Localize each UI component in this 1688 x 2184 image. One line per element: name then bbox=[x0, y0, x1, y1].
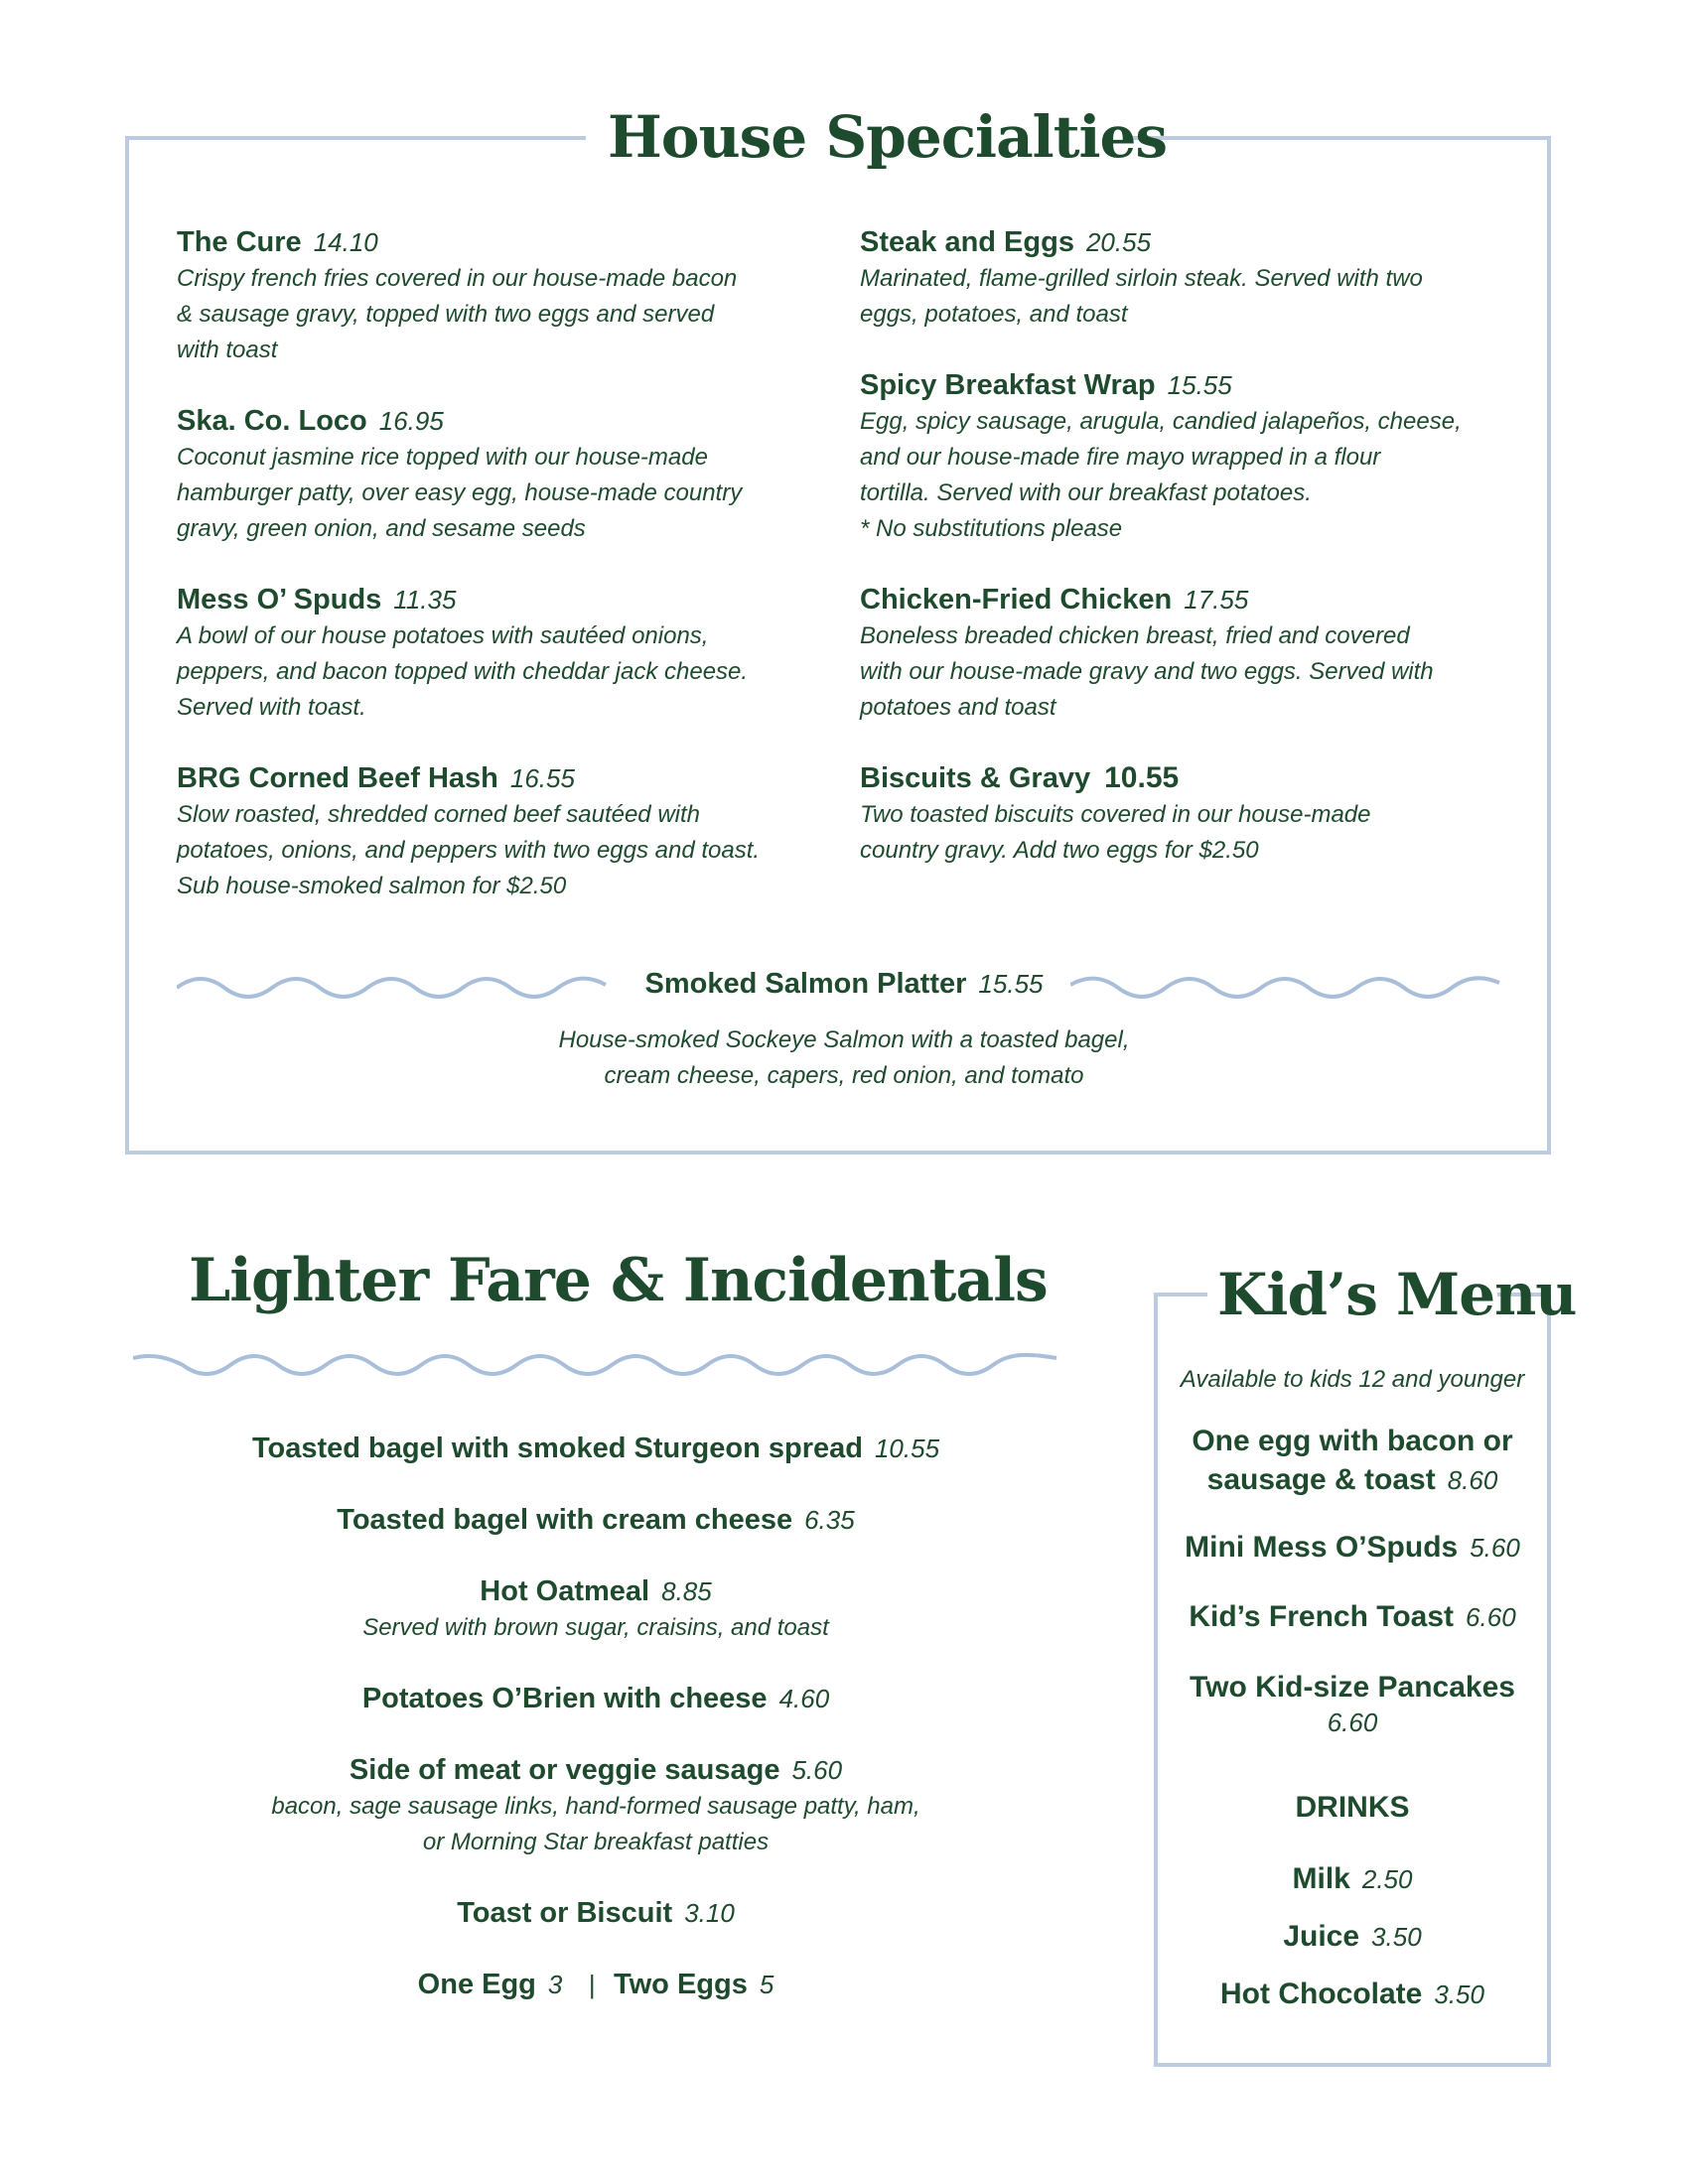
item-name-line2: sausage & toast bbox=[1206, 1463, 1436, 1496]
menu-item bbox=[860, 581, 1505, 759]
item-description bbox=[129, 1789, 1062, 1860]
item-price: 3.50 bbox=[1434, 1979, 1484, 2009]
item-name: Juice bbox=[1283, 1920, 1360, 1953]
menu-item bbox=[1158, 1598, 1547, 1668]
desc-line: or Morning Star breakfast patties bbox=[422, 1829, 770, 1855]
menu-item bbox=[860, 759, 1505, 869]
desc-line: and our house-made fire mayo wrapped in a flour bbox=[860, 444, 1381, 471]
item-price: 10.55 bbox=[1104, 761, 1180, 794]
desc-line: country gravy. Add two eggs for $2.50 bbox=[860, 837, 1259, 864]
item-name: Toast or Biscuit bbox=[457, 1897, 673, 1929]
kids-menu-list bbox=[1158, 1362, 1547, 2013]
item-price: 20.55 bbox=[1085, 227, 1152, 257]
item-price: 6.60 bbox=[1327, 1707, 1378, 1737]
desc-line: Served with toast. bbox=[177, 694, 366, 721]
item-price: 6.35 bbox=[804, 1505, 855, 1535]
desc-line: bacon, sage sausage links, hand-formed sausage patty, ham, bbox=[271, 1793, 920, 1820]
item-name: Mess O’ Spuds bbox=[177, 584, 382, 615]
eggs-item bbox=[129, 1966, 1062, 2003]
item-price: 10.55 bbox=[874, 1433, 940, 1463]
menu-item bbox=[177, 581, 822, 759]
item-price: 6.60 bbox=[1466, 1602, 1516, 1632]
one-egg-price: 3 bbox=[547, 1970, 563, 1999]
menu-item bbox=[129, 1572, 1062, 1680]
item-description bbox=[860, 618, 1505, 726]
item-price: 2.50 bbox=[1361, 1864, 1413, 1894]
item-name: One egg with bacon or bbox=[1192, 1425, 1513, 1457]
item-price: 11.35 bbox=[393, 585, 457, 614]
item-description bbox=[177, 261, 822, 368]
desc-line: & sausage gravy, topped with two eggs and served bbox=[177, 301, 715, 328]
item-price: 16.95 bbox=[378, 406, 444, 436]
menu-item bbox=[860, 223, 1505, 366]
platter-wave-right bbox=[1070, 973, 1507, 1003]
desc-line: with our house-made gravy and two eggs. Served with bbox=[860, 658, 1434, 685]
item-price: 3.10 bbox=[684, 1898, 735, 1928]
item-name: Side of meat or veggie sausage bbox=[349, 1754, 780, 1786]
item-description bbox=[860, 261, 1505, 333]
item-name: Toasted bagel with cream cheese bbox=[337, 1504, 793, 1536]
item-description bbox=[860, 404, 1505, 547]
item-name: Mini Mess O’Spuds bbox=[1185, 1531, 1459, 1564]
item-price: 5.60 bbox=[1470, 1533, 1520, 1563]
menu-item bbox=[129, 1501, 1062, 1572]
desc-line: Slow roasted, shredded corned beef sautéed with bbox=[177, 801, 701, 828]
item-name: Potatoes O’Brien with cheese bbox=[361, 1683, 768, 1714]
desc-line: Marinated, flame-grilled sirloin steak. Served with two bbox=[860, 265, 1423, 292]
item-price: 8.85 bbox=[661, 1576, 712, 1606]
item-price: 4.60 bbox=[778, 1684, 830, 1713]
house-specialties-title: House Specialties bbox=[586, 97, 1126, 177]
drink-item bbox=[1158, 1860, 1547, 1918]
item-name: The Cure bbox=[177, 226, 302, 258]
drinks-heading: DRINKS bbox=[1295, 1791, 1410, 1824]
desc-line: A bowl of our house potatoes with sautéed onions, bbox=[177, 622, 709, 649]
house-left-column bbox=[177, 223, 822, 904]
desc-line: Boneless breaded chicken breast, fried and covered bbox=[860, 622, 1410, 649]
desc-line: tortilla. Served with our breakfast potatoes. bbox=[860, 479, 1312, 506]
item-name: Biscuits & Gravy bbox=[860, 762, 1091, 794]
item-name: Hot Oatmeal bbox=[480, 1575, 650, 1607]
item-price: 8.60 bbox=[1447, 1465, 1498, 1495]
menu-item bbox=[1158, 1422, 1547, 1529]
item-description bbox=[177, 797, 822, 904]
desc-line: with toast bbox=[177, 337, 278, 363]
item-name: Spicy Breakfast Wrap bbox=[860, 369, 1156, 401]
desc-line: potatoes and toast bbox=[860, 694, 1056, 721]
item-price: 5.60 bbox=[791, 1755, 843, 1785]
smoked-salmon-platter bbox=[556, 965, 1132, 1003]
item-description bbox=[860, 797, 1505, 869]
desc-line: Two toasted biscuits covered in our house-made bbox=[860, 801, 1371, 828]
item-name: Chicken-Fried Chicken bbox=[860, 584, 1173, 615]
two-eggs-price: 5 bbox=[759, 1970, 774, 1999]
item-name: BRG Corned Beef Hash bbox=[177, 762, 498, 794]
desc-line: * No substitutions please bbox=[860, 515, 1123, 542]
menu-item bbox=[177, 759, 822, 904]
kids-note: Available to kids 12 and younger bbox=[1180, 1366, 1525, 1393]
house-right-column bbox=[860, 223, 1505, 869]
menu-item bbox=[177, 402, 822, 581]
desc-line: cream cheese, capers, red onion, and tomato bbox=[604, 1062, 1084, 1089]
item-name: Kid’s French Toast bbox=[1189, 1600, 1455, 1633]
menu-item bbox=[129, 1894, 1062, 1966]
item-name: Smoked Salmon Platter bbox=[644, 968, 967, 1000]
menu-item bbox=[177, 223, 822, 402]
item-name: Hot Chocolate bbox=[1220, 1978, 1423, 2010]
platter-description bbox=[397, 1023, 1291, 1094]
desc-line: Sub house-smoked salmon for $2.50 bbox=[177, 873, 567, 899]
menu-item bbox=[129, 1751, 1062, 1894]
desc-line: Egg, spicy sausage, arugula, candied jalapeños, cheese, bbox=[860, 408, 1462, 435]
desc-line: Crispy french fries covered in our house-made bacon bbox=[177, 265, 738, 292]
item-price: 14.10 bbox=[313, 227, 378, 257]
lighter-fare-list bbox=[129, 1430, 1062, 2003]
desc-line: House-smoked Sockeye Salmon with a toasted bagel, bbox=[558, 1026, 1130, 1053]
menu-item bbox=[1158, 1529, 1547, 1598]
item-price: 3.50 bbox=[1371, 1922, 1422, 1952]
desc-line: gravy, green onion, and sesame seeds bbox=[177, 515, 586, 542]
item-name: Two Kid-size Pancakes bbox=[1190, 1671, 1515, 1704]
item-name: Steak and Eggs bbox=[860, 226, 1074, 258]
item-price: 15.55 bbox=[1167, 370, 1232, 400]
eggs-separator: | bbox=[588, 1970, 596, 1999]
lighter-fare-wave bbox=[133, 1350, 1058, 1380]
kids-menu-title: Kid’s Menu bbox=[1207, 1255, 1497, 1334]
two-eggs-name: Two Eggs bbox=[614, 1969, 748, 2000]
menu-item bbox=[129, 1680, 1062, 1751]
desc-line: potatoes, onions, and peppers with two eggs and toast. bbox=[177, 837, 761, 864]
desc-line: hamburger patty, over easy egg, house-made country bbox=[177, 479, 743, 506]
item-name: Milk bbox=[1292, 1862, 1350, 1895]
one-egg-name: One Egg bbox=[417, 1969, 536, 2000]
drink-item bbox=[1158, 1976, 1547, 2013]
item-description: Served with brown sugar, craisins, and toast bbox=[362, 1614, 829, 1641]
item-price: 15.55 bbox=[978, 969, 1044, 999]
lighter-fare-title: Lighter Fare & Incidentals bbox=[189, 1241, 1003, 1320]
menu-item bbox=[1158, 1668, 1547, 1789]
desc-line: eggs, potatoes, and toast bbox=[860, 301, 1128, 328]
item-name: Toasted bagel with smoked Sturgeon spread bbox=[251, 1433, 863, 1464]
item-name: Ska. Co. Loco bbox=[177, 405, 367, 437]
item-description bbox=[177, 440, 822, 547]
platter-wave-left bbox=[177, 973, 614, 1003]
item-price: 16.55 bbox=[509, 763, 575, 793]
drink-item bbox=[1158, 1918, 1547, 1976]
item-price: 17.55 bbox=[1184, 585, 1249, 614]
desc-line: peppers, and bacon topped with cheddar jack cheese. bbox=[177, 658, 749, 685]
menu-item bbox=[129, 1430, 1062, 1501]
menu-item bbox=[860, 366, 1505, 581]
item-description bbox=[177, 618, 822, 726]
desc-line: Coconut jasmine rice topped with our house-made bbox=[177, 444, 708, 471]
